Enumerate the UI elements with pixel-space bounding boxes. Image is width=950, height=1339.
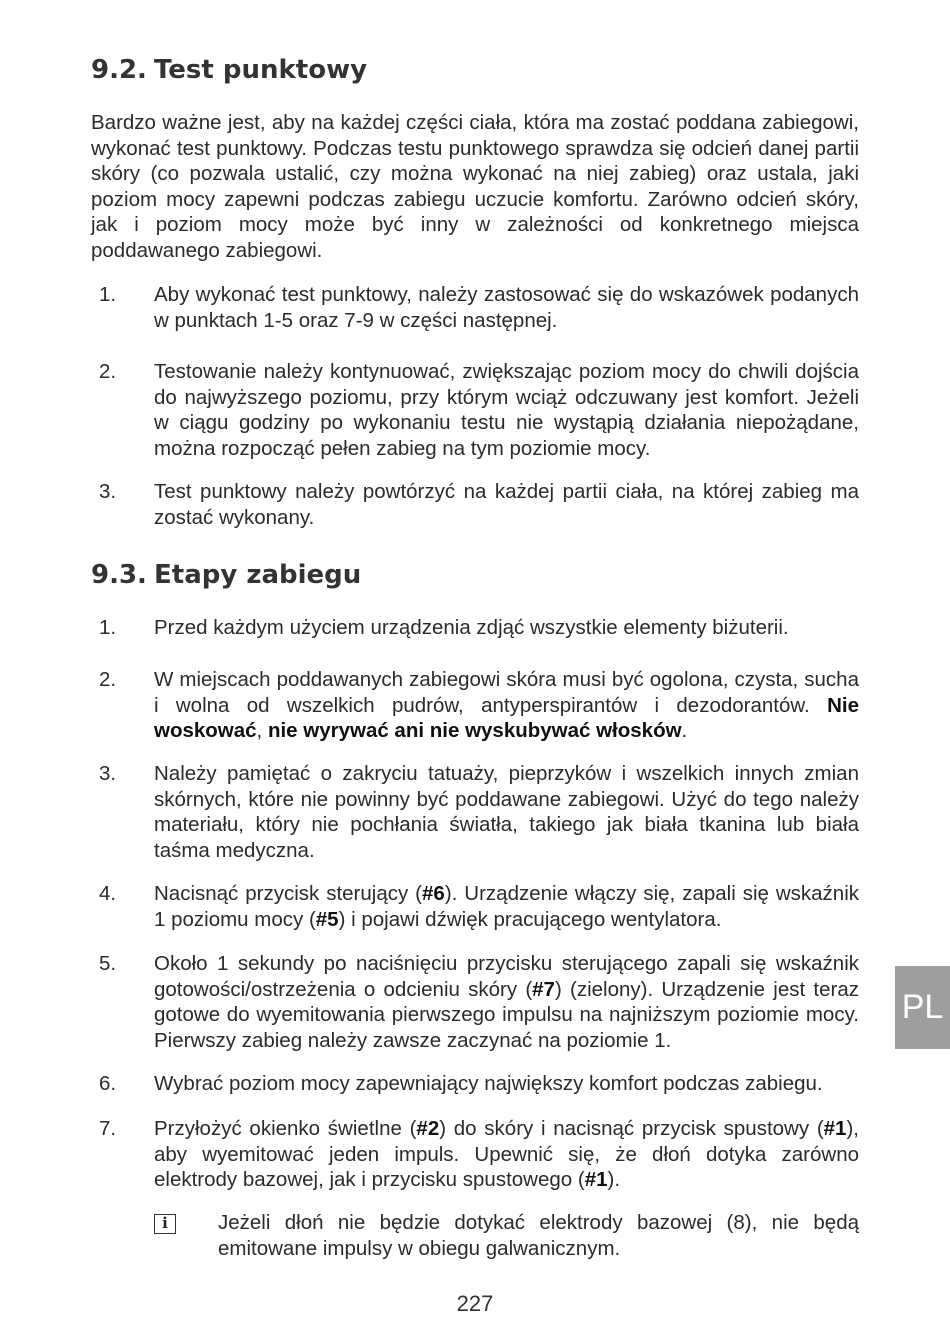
list-text (154, 951, 859, 1053)
list-text: Należy pamiętać o zakryciu tatuaży, pieprzyków i wszelkich innych zmian skórnych, które nie powinny być poddawane zabiegowi. Użyć do tego należy materiału, który nie pochłania światła, takiego jak biała tkanina lub biała taśma medyczna. (154, 762, 859, 862)
language-tab: PL (895, 966, 950, 1049)
list-text: Test punktowy należy powtórzyć na każdej partii ciała, na której zabieg ma zostać wykonany. (154, 480, 859, 529)
list-number: 1. (99, 283, 117, 306)
text-run: ). Urządzenie włączy się, zapali się wskaźnik 1 poziomu mocy ( (154, 882, 859, 931)
section-title: Test punktowy (154, 55, 368, 85)
list-text: Testowanie należy kontynuować, zwiększając poziom mocy do chwili dojścia do najwyższego poziomu, przy którym wciąż odczuwany jest komfort. Jeżeli w ciągu godziny po wykonaniu testu nie wystąpią działania niepożądane, można rozpocząć pełen zabieg na tym poziomie mocy. (154, 360, 859, 460)
part-reference: #1 (584, 1168, 608, 1191)
section-number: 9.3. (91, 560, 147, 590)
text-run: . (681, 719, 688, 742)
note-text: Jeżeli dłoń nie będzie dotykać elektrody bazowej (8), nie będą emitowane impulsy w obiegu galwanicznym. (218, 1211, 859, 1260)
section-title: Etapy zabiegu (154, 560, 362, 590)
bold-warning: nie wyrywać ani nie wyskubywać włosków (267, 719, 682, 742)
section-heading-9-3 (91, 560, 361, 590)
list-text: Wybrać poziom mocy zapewniający największy komfort podczas zabiegu. (154, 1072, 823, 1095)
list-number: 2. (99, 668, 117, 691)
text-run: , (256, 719, 268, 742)
text-run: Nacisnąć przycisk sterujący ( (154, 882, 423, 905)
part-reference: #5 (315, 907, 339, 931)
list-text (154, 1116, 859, 1193)
list-number: 2. (99, 360, 117, 383)
text-run: ) i pojawi dźwięk pracującego wentylatora. (338, 907, 722, 931)
list-text: Aby wykonać test punktowy, należy zastosować się do wskazówek podanych w punktach 1-5 oraz 7-9 w części następnej. (154, 283, 859, 332)
text-run: Przyłożyć okienko świetlne ( (154, 1117, 417, 1140)
list-number: 3. (99, 762, 117, 785)
list-text (154, 881, 859, 932)
text-run: ) do skóry i nacisnąć przycisk spustowy ( (439, 1117, 824, 1140)
list-number: 3. (99, 480, 117, 503)
list-number: 5. (99, 952, 117, 975)
bold-warning: Nie woskować (154, 693, 859, 742)
section-number: 9.2. (91, 55, 147, 85)
section-heading-9-2 (91, 55, 367, 85)
text-run: ) (zielony). Urządzenie jest teraz gotowe do wyemitowania pierwszego impulsu na najniższym poziomie mocy. Pierwszy zabieg należy zawsze zaczynać na poziomie 1. (154, 977, 859, 1052)
intro-paragraph: Bardzo ważne jest, aby na każdej części ciała, która ma zostać poddana zabiegowi, wykonać test punktowy. Podczas testu punktowego sprawdza się odcień danej partii skóry (co pozwala ustalić, czy można wykonać na niej zabieg) oraz ustala, jaki poziom mocy zapewni podczas zabiegu uczucie komfortu. Zarówno odcień skóry, jak i poziom mocy może być inny w zależności od konkretnego miejsca poddawanego zabiegowi. (91, 111, 859, 262)
list-text: Przed każdym użyciem urządzenia zdjąć wszystkie elementy biżuterii. (154, 616, 789, 639)
part-reference: #7 (532, 977, 555, 1001)
info-icon: i (154, 1214, 176, 1234)
text-run: Około 1 sekundy po naciśnięciu przycisku sterującego zapali się wskaźnik gotowości/ostrzeżenia o odcieniu skóry ( (154, 952, 859, 1001)
part-reference: #2 (416, 1117, 440, 1140)
text-run: ), aby wyemitować jeden impuls. Upewnić się, że dłoń dotyka zarówno elektrody bazowej, jak i przycisku spustowego ( (154, 1117, 859, 1191)
list-number: 6. (99, 1072, 117, 1095)
list-text (154, 667, 859, 744)
page-number: 227 (456, 1291, 494, 1316)
part-reference: #6 (422, 882, 445, 905)
list-number: 4. (99, 882, 117, 905)
text-run: W miejscach poddawanych zabiegowi skóra musi być ogolona, czysta, sucha i wolna od wszelkich pudrów, antyperspirantów i dezodorantów. (154, 668, 859, 717)
part-reference: #1 (823, 1117, 847, 1140)
text-run: ). (607, 1168, 621, 1191)
list-number: 7. (99, 1117, 117, 1140)
list-number: 1. (99, 616, 117, 639)
